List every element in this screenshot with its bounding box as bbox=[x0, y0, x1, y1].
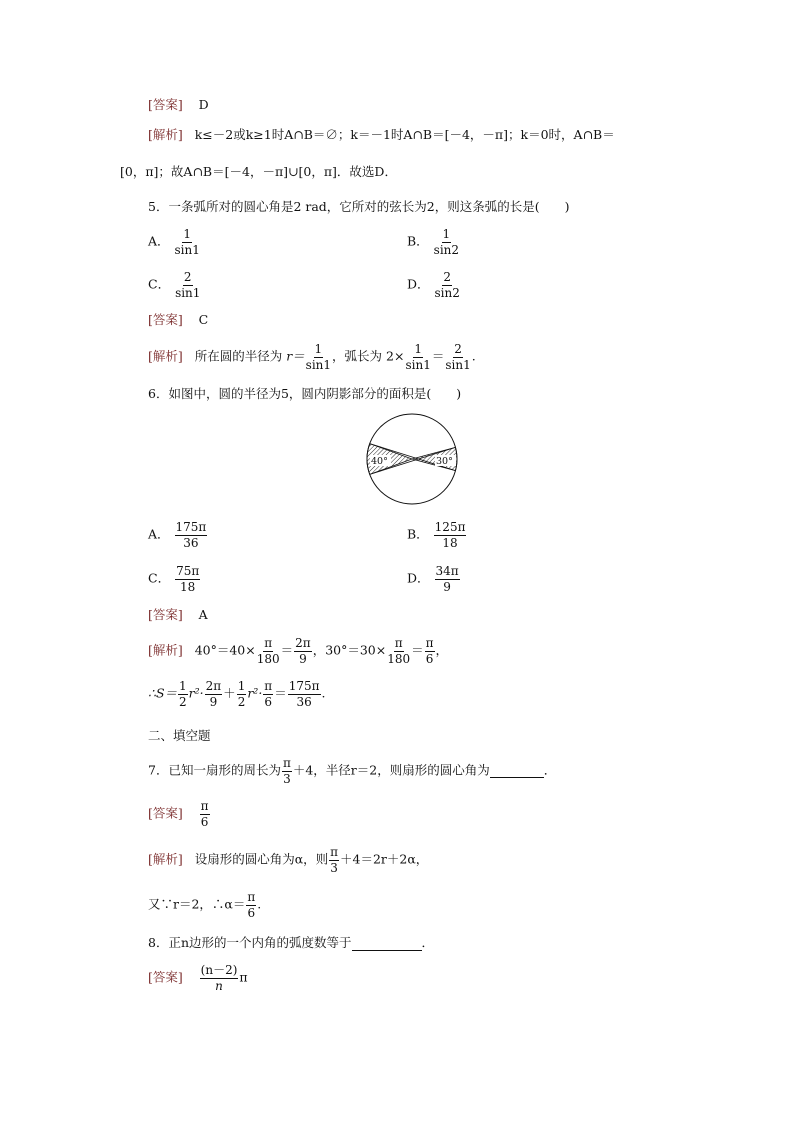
frac-den: 6 bbox=[247, 905, 256, 920]
option-letter: D． bbox=[407, 570, 430, 586]
frac-den: 6 bbox=[200, 814, 209, 829]
fraction bbox=[387, 637, 410, 665]
arc-result-fraction bbox=[445, 343, 470, 371]
q5-option-d bbox=[407, 271, 461, 299]
answer-blank bbox=[490, 765, 544, 779]
explain-text: 又∵r＝2，∴α＝ bbox=[148, 896, 246, 912]
fraction bbox=[294, 637, 312, 665]
frac-den: 9 bbox=[443, 579, 451, 594]
option-letter: D． bbox=[407, 276, 430, 292]
frac-num: 1 bbox=[314, 342, 323, 356]
equals: ＝ bbox=[411, 642, 424, 658]
frac-den: 3 bbox=[330, 860, 338, 875]
frac-den: 9 bbox=[209, 694, 218, 709]
option-fraction bbox=[435, 271, 460, 299]
frac-num: 2 bbox=[183, 270, 192, 284]
explain-tag: [解析] bbox=[148, 851, 183, 867]
radius-fraction bbox=[306, 343, 331, 371]
frac-num: π bbox=[264, 636, 273, 650]
q6-explain-area-row bbox=[148, 680, 325, 708]
frac-den: 18 bbox=[442, 535, 458, 550]
q4-explain-row bbox=[148, 129, 615, 142]
frac-den: sin1 bbox=[405, 357, 431, 372]
option-letter: C． bbox=[148, 276, 171, 292]
frac-den: sin2 bbox=[433, 242, 460, 257]
q6-stem: 6．如图中，圆的半径为5，圆内阴影部分的面积是( ) bbox=[148, 386, 462, 401]
frac-den: 180 bbox=[387, 651, 411, 666]
q7-answer-row bbox=[148, 800, 211, 828]
answer-tag: [答案] bbox=[148, 97, 183, 112]
period: . bbox=[471, 348, 476, 364]
answer-value: C bbox=[198, 312, 209, 327]
frac-num: π bbox=[394, 636, 403, 650]
frac-num: 1 bbox=[442, 227, 451, 241]
q5-option-a bbox=[148, 228, 201, 256]
stem-text: ＋4，半径r＝2，则扇形的圆心角为 bbox=[292, 762, 490, 778]
q5-stem: 5．一条弧所对的圆心角是2 rad，它所对的弦长为2，则这条弧的长是( ) bbox=[148, 199, 570, 214]
answer-value: A bbox=[198, 607, 208, 622]
equals: ＝ bbox=[280, 642, 294, 658]
period: ． bbox=[543, 762, 557, 778]
answer-tag: [答案] bbox=[148, 805, 183, 821]
frac-num: π bbox=[264, 679, 273, 693]
frac-num: 125π bbox=[434, 520, 466, 534]
q4-explain-continuation: [0，π]；故A∩B＝[－4，－π]∪[0，π]．故选D． bbox=[120, 164, 397, 179]
frac-num: 2 bbox=[443, 270, 452, 284]
fraction bbox=[237, 680, 247, 708]
answer-tag: [答案] bbox=[148, 607, 183, 622]
option-letter: B． bbox=[407, 233, 429, 249]
explain-text: ，30°＝30× bbox=[312, 642, 387, 658]
explain-tag: [解析] bbox=[148, 348, 183, 364]
frac-den: sin1 bbox=[174, 242, 200, 257]
frac-num: π bbox=[282, 756, 291, 770]
radius-eq: r＝ bbox=[286, 348, 305, 364]
frac-num: 1 bbox=[179, 679, 187, 693]
frac-den: 9 bbox=[299, 651, 307, 666]
q5-explain-row bbox=[148, 343, 476, 371]
q8-answer-row bbox=[148, 964, 248, 992]
frac-den: sin1 bbox=[305, 357, 332, 372]
q6-explain-row bbox=[148, 637, 448, 665]
option-letter: C． bbox=[148, 570, 171, 586]
answer-tag: [答案] bbox=[148, 969, 183, 985]
pi-symbol: π bbox=[239, 969, 248, 985]
fraction bbox=[246, 891, 256, 919]
option-letter: B． bbox=[407, 526, 429, 542]
q5-answer-row bbox=[148, 314, 208, 327]
fraction bbox=[263, 680, 273, 708]
explain-text: ，弧长为 bbox=[332, 348, 383, 364]
period: . bbox=[257, 896, 262, 912]
answer-tag: [答案] bbox=[148, 312, 183, 327]
frac-den: sin2 bbox=[434, 285, 460, 300]
fraction bbox=[288, 680, 321, 708]
frac-den: n bbox=[215, 978, 223, 993]
option-fraction bbox=[175, 565, 200, 593]
frac-num: 1 bbox=[237, 679, 246, 693]
frac-den: 3 bbox=[283, 771, 291, 786]
option-fraction bbox=[435, 565, 460, 593]
q6-answer-row bbox=[148, 609, 208, 622]
fraction bbox=[329, 846, 339, 874]
fraction bbox=[257, 637, 280, 665]
q6-option-a bbox=[148, 521, 208, 549]
frac-num: 2π bbox=[295, 636, 311, 650]
equals: ＝ bbox=[431, 348, 445, 364]
stem-text: 7．已知一扇形的周长为 bbox=[148, 762, 281, 778]
explain-text: 设扇形的圆心角为α，则 bbox=[194, 851, 329, 867]
frac-num: 2 bbox=[454, 342, 462, 356]
circle-sector-figure bbox=[365, 412, 459, 506]
plus: ＋ bbox=[223, 685, 236, 701]
period: . bbox=[321, 685, 326, 701]
frac-den: sin1 bbox=[445, 357, 471, 372]
frac-den: 18 bbox=[180, 579, 196, 594]
r-squared: r²· bbox=[247, 685, 263, 701]
frac-num: 175π bbox=[288, 679, 320, 693]
option-fraction bbox=[175, 228, 200, 256]
frac-den: 36 bbox=[296, 694, 312, 709]
frac-den: 180 bbox=[256, 651, 280, 666]
answer-blank bbox=[352, 937, 422, 951]
frac-den: 6 bbox=[425, 651, 434, 666]
arc-prefix: 2× bbox=[386, 348, 405, 364]
explain-text: ＋4＝2r＋2α， bbox=[340, 851, 429, 867]
explain-text: 所在圆的半径为 bbox=[194, 348, 283, 364]
frac-num: π bbox=[247, 890, 256, 904]
option-fraction bbox=[175, 521, 208, 549]
arc-fraction bbox=[405, 343, 430, 371]
frac-num: π bbox=[200, 799, 209, 813]
q6-option-d bbox=[407, 565, 461, 593]
option-letter: A． bbox=[148, 233, 170, 249]
q6-option-b bbox=[407, 521, 467, 549]
period: ． bbox=[421, 935, 435, 950]
q7-explain-row-2 bbox=[148, 891, 261, 919]
fraction bbox=[425, 637, 435, 665]
explain-text: 40°＝40× bbox=[194, 642, 256, 658]
equals: ＝ bbox=[274, 685, 287, 701]
answer-fraction bbox=[200, 964, 239, 992]
frac-num: π bbox=[425, 636, 434, 650]
section-title: 二、填空题 bbox=[148, 728, 211, 743]
option-fraction bbox=[434, 228, 459, 256]
stem-text: 8．正n边形的一个内角的弧度数等于 bbox=[148, 935, 352, 950]
frac-den: sin1 bbox=[175, 285, 201, 300]
explain-text: k≤－2或k≥1时A∩B＝∅；k＝－1时A∩B＝[－4，－π]；k＝0时，A∩B＝ bbox=[194, 127, 615, 142]
frac-num: 175π bbox=[175, 520, 207, 534]
answer-value: D bbox=[198, 97, 209, 112]
answer-fraction bbox=[200, 800, 210, 828]
option-letter: A． bbox=[148, 526, 170, 542]
q6-option-c bbox=[148, 565, 201, 593]
frac-num: 1 bbox=[414, 342, 422, 356]
frac-num: 34π bbox=[435, 564, 459, 578]
frac-num: 75π bbox=[176, 564, 200, 578]
frac-den: 36 bbox=[183, 535, 199, 550]
left-angle-label: 40° bbox=[371, 456, 388, 467]
q7-explain-row bbox=[148, 846, 428, 874]
right-angle-label: 30° bbox=[436, 456, 453, 467]
q7-stem bbox=[148, 757, 556, 785]
explain-tag: [解析] bbox=[148, 127, 183, 142]
fraction bbox=[282, 757, 292, 785]
q8-stem bbox=[148, 937, 434, 951]
frac-den: 6 bbox=[264, 694, 273, 709]
q5-option-b bbox=[407, 228, 460, 256]
explain-text: ∴S＝ bbox=[148, 685, 178, 701]
frac-den: 2 bbox=[237, 694, 246, 709]
frac-num: π bbox=[330, 845, 339, 859]
fraction bbox=[178, 680, 188, 708]
frac-num: 1 bbox=[183, 227, 192, 241]
comma: ， bbox=[435, 642, 449, 658]
option-fraction bbox=[175, 271, 200, 299]
explain-tag: [解析] bbox=[148, 642, 183, 658]
frac-num: (n－2) bbox=[200, 963, 238, 977]
fraction bbox=[205, 680, 223, 708]
option-fraction bbox=[434, 521, 467, 549]
r-squared: r²· bbox=[188, 685, 204, 701]
frac-num: 2π bbox=[205, 679, 222, 693]
q5-option-c bbox=[148, 271, 201, 299]
frac-den: 2 bbox=[179, 694, 187, 709]
q4-answer-row bbox=[148, 99, 209, 112]
